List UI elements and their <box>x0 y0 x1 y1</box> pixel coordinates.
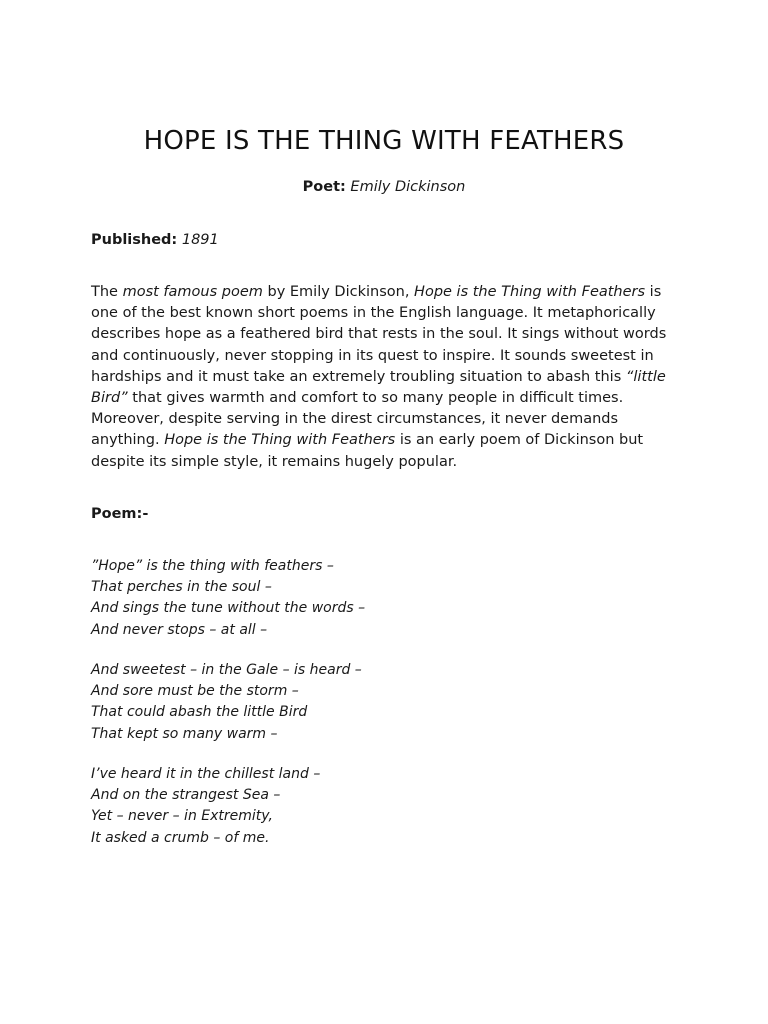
poem-line: And sings the tune without the words – <box>91 600 366 617</box>
poem-line: That perches in the soul – <box>91 579 272 596</box>
intro-text-3: is one of the best known short poems in the English language. It metaphorically describes hope as a feathered bird that rests in the soul. It sings without words and continuously, never stopping in its quest to inspire. It sounds sweetest in hardships and it must take an extremely troubling situation to abash this <box>91 284 667 385</box>
intro-emphasis-1: most famous poem <box>122 284 263 300</box>
poem-line: That could abash the little Bird <box>91 704 308 721</box>
intro-paragraph <box>91 282 681 473</box>
poem-line: And never stops – at all – <box>91 621 268 638</box>
poem-line: I’ve heard it in the chillest land – <box>91 766 321 782</box>
poet-label: Poet: <box>302 179 346 195</box>
poet-line <box>0 177 768 197</box>
intro-text-1: The <box>91 284 123 300</box>
poem-line: That kept so many warm – <box>91 725 278 742</box>
intro-text-2: by Emily Dickinson, <box>262 284 415 300</box>
intro-emphasis-2: “little Bird” <box>91 368 666 407</box>
published-line <box>91 230 219 250</box>
poem-line: ”Hope” is the thing with feathers – <box>91 558 334 574</box>
published-label: Published: <box>91 232 178 248</box>
page-title: HOPE IS THE THING WITH FEATHERS <box>143 126 625 156</box>
intro-text-5: is an early poem of Dickinson but despite its simple style, it remains hugely popular. <box>91 432 644 470</box>
intro-text-4: that gives warmth and comfort to so many people in difficult times. Moreover, despite serving in the direst circumstances, it never demands anything. <box>91 390 624 449</box>
poem-stanza-3 <box>91 764 320 849</box>
poem-line: Yet – never – in Extremity, <box>91 808 273 825</box>
poem-stanza-2 <box>91 660 362 745</box>
intro-poem-title-2: Hope is the Thing with Feathers <box>164 432 396 449</box>
intro-poem-title-1: Hope is the Thing with Feathers <box>414 284 646 300</box>
poem-line: It asked a crumb – of me. <box>91 829 270 846</box>
poem-heading: Poem:- <box>91 506 149 522</box>
poet-name: Emily Dickinson <box>350 179 466 195</box>
poem-line: And sore must be the storm – <box>91 683 299 700</box>
poem-stanza-1 <box>91 556 365 641</box>
published-year: 1891 <box>181 232 219 248</box>
poem-line: And on the strangest Sea – <box>91 787 281 804</box>
poem-line: And sweetest – in the Gale – is heard – <box>91 662 362 678</box>
